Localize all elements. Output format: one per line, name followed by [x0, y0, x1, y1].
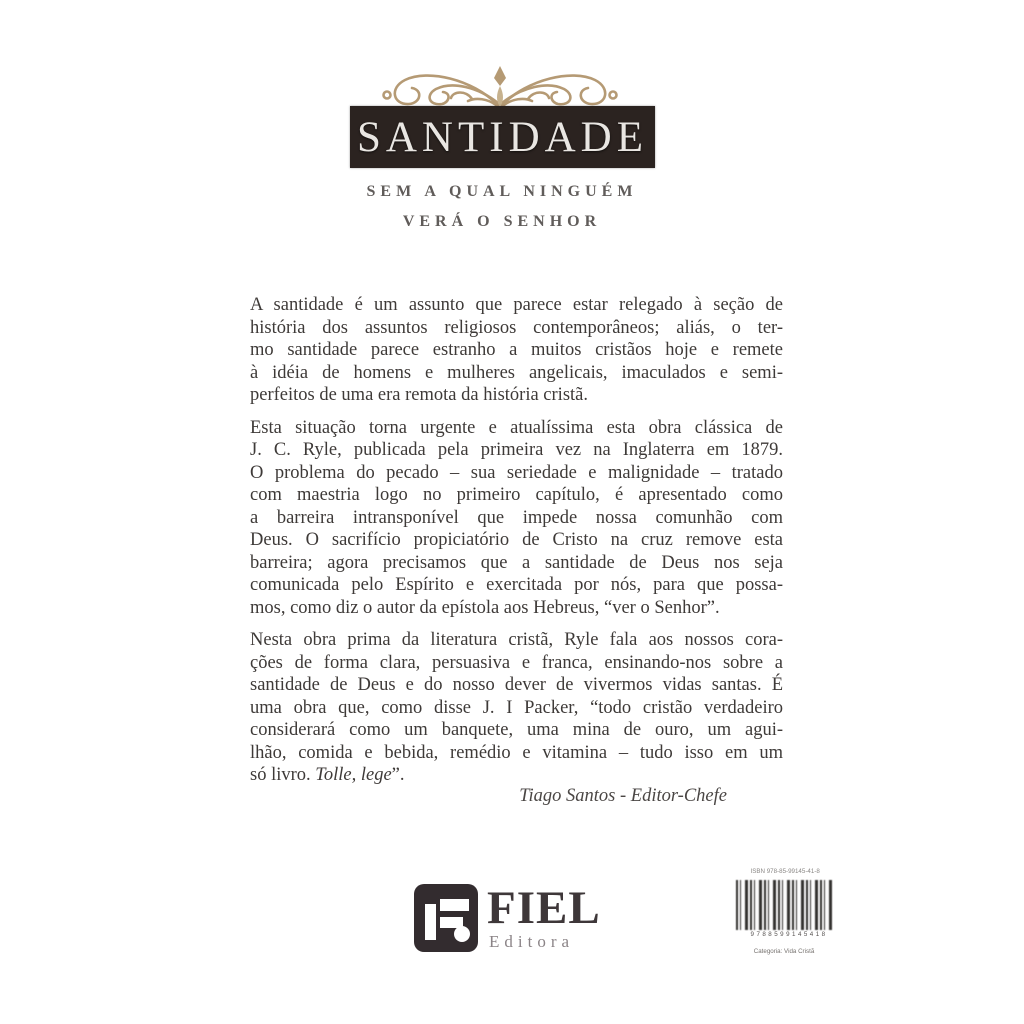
title-banner [350, 106, 655, 168]
publisher-name: FIEL [487, 882, 601, 934]
text-line: comunicada pelo Espírito e exercitada por nós, para que possa- [250, 575, 783, 595]
crown-ornament-icon [368, 64, 632, 108]
text-line: santidade de Deus e do nosso dever de vivermos vidas santas. É [250, 675, 783, 695]
text-line: barreira; agora precisamos que a santidade de Deus nos seja [250, 552, 783, 573]
text-line: mos, como diz o autor da epístola aos Hebreus, “ver o Senhor”. [250, 597, 720, 618]
text-line: mo santidade parece estranho a muitos cristãos hoje e remete [250, 340, 783, 360]
text-line: uma obra que, como disse J. I Packer, “todo cristão verdadeiro [250, 697, 783, 718]
text-line: ções de forma clara, persuasiva e franca, ensinando-nos sobre a [250, 652, 783, 673]
book-subtitle [252, 183, 752, 243]
fiel-logo-stem [425, 904, 436, 940]
publisher-subname: Editora [489, 932, 575, 951]
barcode-icon [736, 880, 832, 930]
subtitle-line-2: VERÁ O SENHOR [402, 213, 602, 230]
fiel-logo-dot [454, 926, 470, 942]
text-line: O problema do pecado – sua seriedade e malignidade – tratado [250, 462, 783, 483]
book-title: SANTIDADE [356, 113, 649, 161]
text-line: J. C. Ryle, publicada pela primeira vez na Inglaterra em 1879. [250, 440, 783, 460]
text-line: a barreira intransponível que impede nossa comunhão com [250, 507, 783, 528]
fiel-logo-icon [414, 884, 478, 952]
paragraph [250, 417, 783, 620]
text-line: só livro. Tolle, lege”. [250, 765, 405, 785]
text-line: Deus. O sacrifício propiciatório de Cristo na cruz remove esta [250, 530, 783, 550]
text-line: à idéia de homens e mulheres angelicais, imaculados e semi- [250, 362, 783, 383]
category-text: Categoria: Vida Cristã [753, 948, 815, 955]
editor-signature: Tiago Santos - Editor-Chefe [519, 786, 727, 806]
text-line: com maestria logo no primeiro capítulo, é apresentado como [250, 485, 783, 505]
barcode-digits: 9788599145418 [750, 931, 828, 938]
publisher-logo [414, 884, 601, 952]
text-line: A santidade é um assunto que parece estar relegado à seção de [250, 295, 783, 315]
paragraph [250, 294, 783, 407]
text-line: Nesta obra prima da literatura cristã, Ryle fala aos nossos cora- [250, 630, 783, 650]
text-line: perfeitos de uma era remota da história cristã. [250, 385, 588, 405]
subtitle-line-1: SEM A QUAL NINGUÉM [366, 183, 638, 200]
paragraph [250, 629, 783, 787]
text-line: considerará como um banquete, uma mina de ouro, um agui- [250, 720, 783, 740]
text-line: história dos assuntos religiosos contemporâneos; aliás, o ter- [250, 317, 783, 338]
text-line: Esta situação torna urgente e atualíssima esta obra clássica de [250, 417, 783, 438]
text-line: lhão, comida e bebida, remédio e vitamina – tudo isso em um [250, 742, 783, 763]
synopsis [250, 294, 783, 797]
barcode-block [730, 868, 838, 958]
isbn-text: ISBN 978-85-99145-41-8 [750, 868, 820, 875]
fiel-logo-arm-top [440, 899, 469, 911]
